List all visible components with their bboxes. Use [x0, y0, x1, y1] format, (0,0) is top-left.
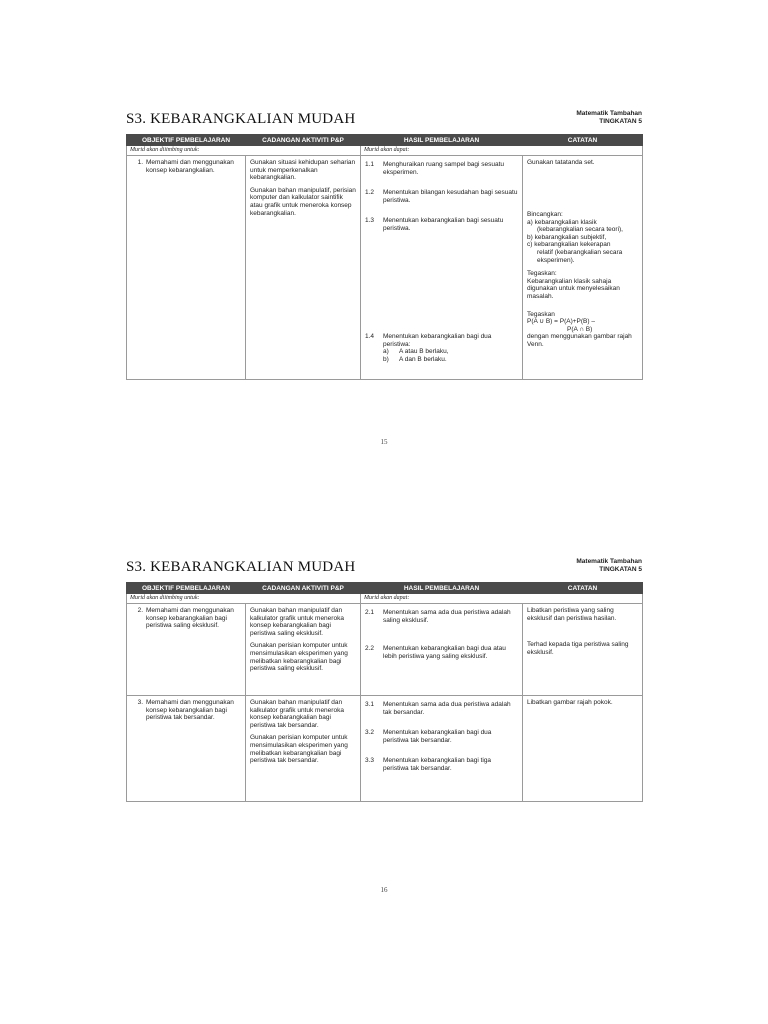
outcome-number: 1.3: [365, 217, 375, 224]
subject-label: [576, 558, 642, 574]
column-header-activity: CADANGAN AKTIVITI P&P: [246, 135, 361, 146]
table-header-row: [127, 583, 643, 594]
subheader-guided: Murid akan diiimbing untuk:: [127, 594, 361, 604]
activity-text: Gunakan situasi kehidupan seharian untuk memperkenalkan kebarangkalian.: [250, 159, 356, 182]
document-page-15: [126, 108, 642, 380]
activity-text: Gunakan bahan manipulatif dan kalkulator grafik untuk meneroka konsep kebarangkalian bagi peristiwa tak bersandar.: [250, 699, 344, 729]
objective-number: 1.: [137, 159, 143, 166]
outcome-cell: [361, 604, 523, 696]
outcome-item: [365, 609, 518, 643]
objective-cell: [127, 696, 246, 802]
document-page-16: [126, 556, 642, 802]
outcome-text: Menentukan kebarangkalian bagi dua peristiwa tak bersandar.: [383, 729, 492, 744]
subitem-text: A dan B berlaku.: [399, 355, 447, 363]
outcome-item: [365, 161, 518, 187]
form-level: TINGKATAN 5: [599, 118, 642, 125]
column-header-notes: CATATAN: [523, 583, 643, 594]
notes-cell: [523, 604, 643, 696]
column-header-objective: OBJEKTIF PEMBELAJARAN: [127, 583, 246, 594]
outcome-subitem: [383, 348, 518, 356]
outcome-text: Menentukan sama ada dua peristiwa adalah saling eksklusif.: [383, 609, 511, 624]
page-header: [126, 108, 642, 134]
note-item: Libatkan peristiwa yang saling eksklusif dan peristiwa hasilan.: [527, 607, 617, 622]
note-line: c) kebarangkalian kekerapan: [527, 241, 611, 249]
subheader-guided: Murid akan diiimbing untuk:: [127, 146, 361, 156]
objective-number: 3.: [137, 699, 143, 706]
note-item: [527, 211, 638, 264]
outcome-number: 3.2: [365, 729, 375, 736]
notes-cell: [523, 696, 643, 802]
note-item: [527, 270, 638, 300]
outcome-item: [365, 729, 518, 755]
form-level: TINGKATAN 5: [599, 566, 642, 573]
formula-line: P(A ∪ B) = P(A)+P(B) –: [527, 318, 595, 326]
subitem-label: a): [383, 348, 389, 356]
page-header: [126, 556, 642, 582]
column-header-notes: CATATAN: [523, 135, 643, 146]
outcome-number: 3.1: [365, 701, 375, 708]
outcome-item: [365, 333, 518, 363]
outcome-number: 1.4: [365, 333, 375, 340]
activity-text: Gunakan perisian komputer untuk mensimulasikan eksperimen yang melibatkan kebarangkalian bagi peristiwa tak bersandar.: [250, 734, 348, 765]
activity-text: Gunakan bahan manipulatif, perisian komputer dan kalkulator saintifik atau grafik untuk meneroka konsep kebarangkalian.: [250, 186, 356, 217]
page-number: 16: [380, 886, 388, 894]
outcome-item: [365, 189, 518, 215]
outcome-number: 2.2: [365, 645, 375, 652]
outcome-number: 2.1: [365, 609, 375, 616]
note-heading: Bincangkan:: [527, 211, 563, 218]
objective-text: Memahami dan menggunakan konsep kebarangkalian bagi peristiwa saling eksklusif.: [146, 607, 234, 630]
subheader-able: Murid akan dapat:: [361, 146, 643, 156]
outcome-text: Menentukan kebarangkalian bagi dua atau lebih peristiwa yang saling eksklusif.: [383, 645, 506, 660]
outcome-text: Menentukan kebarangkalian bagi tiga peristiwa tak bersandar.: [383, 757, 492, 772]
table-row: [127, 156, 643, 380]
note-line: dengan menggunakan gambar rajah Venn.: [527, 333, 632, 348]
objective-cell: [127, 156, 246, 380]
outcome-cell: [361, 156, 523, 380]
objective-number: 2.: [137, 607, 143, 614]
column-header-objective: OBJEKTIF PEMBELAJARAN: [127, 135, 246, 146]
subitem-text: A atau B berlaku,: [399, 348, 449, 356]
note-item: Terhad kepada tiga peristiwa saling eksklusif.: [527, 641, 629, 656]
subheader-able: Murid akan dapat:: [361, 594, 643, 604]
objective-text: Memahami dan menggunakan konsep kebarangkalian.: [146, 159, 234, 174]
activity-text: Gunakan bahan manipulatif dan kalkulator grafik untuk meneroka konsep kebarangkalian bagi peristiwa saling eksklusif.: [250, 607, 344, 637]
note-line: Kebarangkalian klasik sahaja digunakan untuk menyelesaikan masalah.: [527, 277, 620, 300]
page-title: S3. KEBARANGKALIAN MUDAH: [126, 111, 356, 127]
note-heading: Tegaskan: [527, 310, 555, 318]
table-row: [127, 604, 643, 696]
note-line: a) kebarangkalian klasik: [527, 218, 597, 226]
page-title: S3. KEBARANGKALIAN MUDAH: [126, 559, 356, 575]
outcome-item: [365, 757, 518, 772]
subject-name: Matematik Tambahan: [576, 110, 642, 117]
outcome-number: 1.1: [365, 161, 375, 168]
outcome-text: Menentukan bilangan kesudahan bagi sesuatu peristiwa.: [383, 189, 518, 204]
formula-line: P(A ∩ B): [567, 325, 593, 333]
objective-cell: [127, 604, 246, 696]
subitem-label: b): [383, 355, 389, 363]
table-header-row: [127, 135, 643, 146]
activity-text: Gunakan perisian komputer untuk mensimulasikan eksperimen yang melibatkan kebarangkalian bagi peristiwa saling eksklusif.: [250, 642, 348, 673]
note-item: Libatkan gambar rajah pokok.: [527, 699, 613, 706]
column-header-activity: CADANGAN AKTIVITI P&P: [246, 583, 361, 594]
page-number: 15: [380, 438, 388, 446]
outcome-cell: [361, 696, 523, 802]
note-item: Gunakan tatatanda set.: [527, 159, 595, 166]
note-line: b) kebarangkalian subjektif,: [527, 233, 607, 241]
activity-cell: [246, 604, 361, 696]
column-header-outcome: HASIL PEMBELAJARAN: [361, 135, 523, 146]
outcome-text: Menentukan kebarangkalian bagi dua peristiwa:: [383, 333, 492, 348]
outcome-text: Menentukan sama ada dua peristiwa adalah tak bersandar.: [383, 701, 511, 716]
syllabus-table: [126, 582, 643, 802]
note-line: relatif (kebarangkalian secara eksperimen).: [537, 248, 623, 264]
table-subheader-row: [127, 594, 643, 604]
note-item: [527, 311, 638, 349]
notes-cell: [523, 156, 643, 380]
subject-name: Matematik Tambahan: [576, 558, 642, 565]
table-row: [127, 696, 643, 802]
outcome-item: [365, 645, 518, 660]
outcome-number: 1.2: [365, 189, 375, 196]
note-heading: Tegaskan:: [527, 270, 557, 278]
subject-label: [576, 110, 642, 126]
outcome-text: Menghuraikan ruang sampel bagi sesuatu eksperimen.: [383, 161, 505, 176]
note-line: (kebarangkalian secara teori),: [537, 226, 623, 234]
column-header-outcome: HASIL PEMBELAJARAN: [361, 583, 523, 594]
objective-text: Memahami dan menggunakan konsep kebarangkalian bagi peristiwa tak bersandar.: [146, 699, 234, 722]
activity-cell: [246, 156, 361, 380]
outcome-item: [365, 701, 518, 727]
outcome-text: Menentukan kebarangkalian bagi sesuatu peristiwa.: [383, 217, 504, 232]
outcome-subitem: [383, 356, 518, 364]
table-subheader-row: [127, 146, 643, 156]
syllabus-table: [126, 134, 643, 380]
outcome-item: [365, 217, 518, 331]
activity-cell: [246, 696, 361, 802]
outcome-number: 3.3: [365, 757, 375, 764]
